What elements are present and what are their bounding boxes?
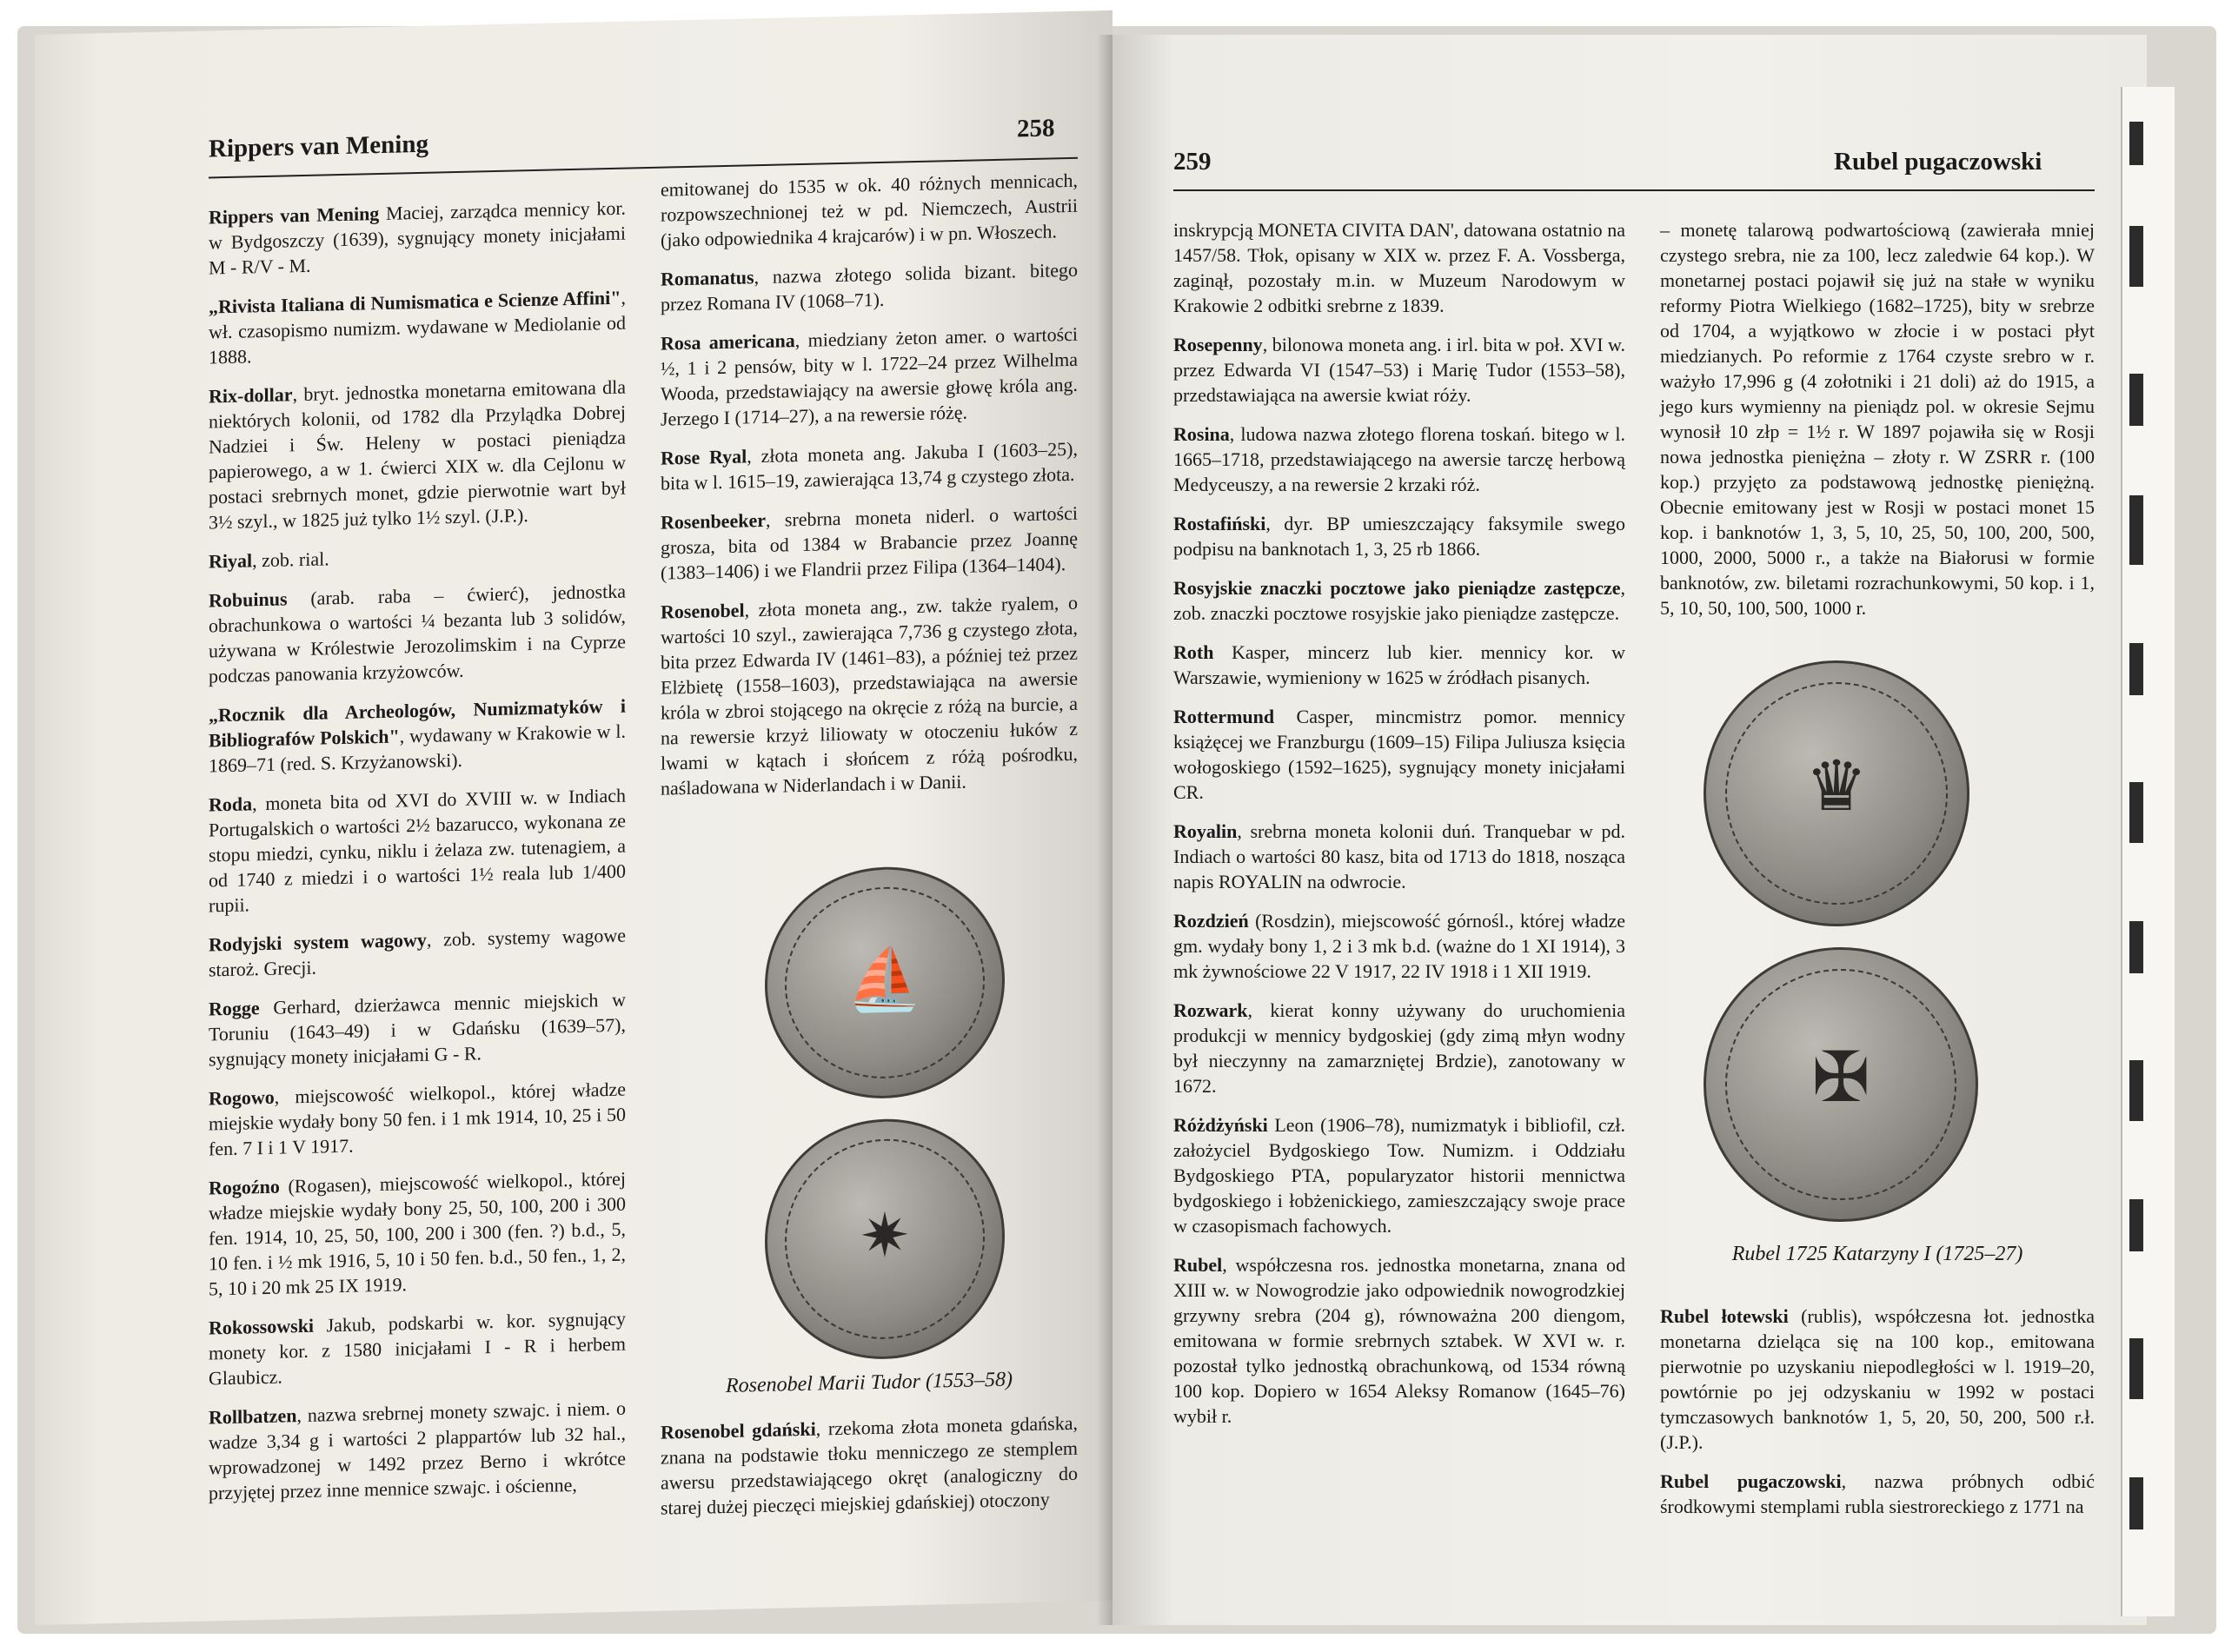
entry-term: Rosyjskie znaczki pocztowe jako pieniądze zastępcze (1173, 577, 1621, 599)
coin-obverse-image: ⛵ (765, 865, 1005, 1101)
entry-text: Leon (1906–78), numizmatyk i bibliofil, czł. założyciel Bydgoskiego Tow. Numizm. i Oddziału Bydgoskiego PTA, popularyzator historii mennictwa bydgoskiego i łobżenickiego, zamieszczający swoje prace w czasopismach fachowych. (1173, 1114, 1625, 1237)
entry-term: Rollbatzen (209, 1404, 297, 1429)
entry-text: , współczesna ros. jednostka monetarna, znana od XIII w. w Nowogrodzie jako odpowiednik nowogrodzkiej grzywny srebra (204 g), równoważna 200 diengom, emitowana w formie srebrnych sztabek. W XVI w. r. pozostał tylko jednostką obrachunkową, od 1534 równą 100 kop. Dopiero w 1654 Aleksy Romanow (1645–76) wybił r. (1173, 1254, 1625, 1427)
entry-term: „Rocznik dla Archeologów, Numizmatyków i Bibliografów Polskich" (209, 694, 626, 752)
entry-term: Royalin (1173, 820, 1238, 842)
figure-caption-left: Rosenobel Marii Tudor (1553–58) (726, 1368, 1013, 1397)
entry-term: Rippers van Mening (209, 202, 380, 229)
dictionary-entry (1173, 217, 1625, 318)
entry-term: Roth (1173, 641, 1214, 663)
entry-text: Maciej, zarządca mennicy kor. w Bydgoszczy (1639), sygnujący monety inicjałami M - R/V - M. (209, 196, 626, 279)
page-number-right: 259 (1173, 148, 1212, 176)
entry-term: Rosenobel (661, 599, 745, 623)
entry-term: Rosa americana (661, 329, 795, 355)
entry-term: Rose Ryal (661, 445, 747, 469)
dictionary-entry (1660, 217, 2095, 620)
ruble-obverse-image: ♛ (1704, 660, 1969, 926)
entry-text: Casper, mincmistrz pomor. mennicy książęcej we Franzburgu (1609–15) Filipa Juliusza księcia wołogoskiego (1592–1625), sygnujący monety inicjałami CR. (1173, 706, 1625, 803)
entry-text: , srebrna moneta kolonii duń. Tranquebar w pd. Indiach o wartości 80 kasz, bita od 1713 do 1818, nosząca napis ROYALIN na odwrocie. (1173, 820, 1625, 892)
entry-term: Rosina (1173, 423, 1230, 445)
dictionary-entry (209, 923, 626, 983)
entry-text: , wydawany w Krakowie w l. 1869–71 (red. S. Krzyżanowski). (209, 720, 626, 777)
entry-text: (Rosdzin), miejscowość górnośl., której władze gm. wydały bony 1, 2 i 3 mk b.d. (ważne do 1 XI 1914), 3 mk żywnościowe 22 V 1917, 22 IV 1918 i 1 XII 1919. (1173, 910, 1625, 982)
entry-text: , złota moneta ang. Jakuba I (1603–25), bita w l. 1615–19, zawierająca 13,74 g czystego złota. (661, 437, 1078, 494)
dictionary-entry (661, 322, 1078, 432)
running-head-left: Rippers van Mening (209, 129, 428, 163)
dictionary-entry (1173, 998, 1625, 1098)
entry-term: Różdżyński (1173, 1114, 1268, 1136)
header-rule-right (1173, 189, 2095, 191)
dictionary-entry (1660, 1469, 2095, 1519)
dictionary-entry (1173, 421, 1625, 497)
entry-term: Rubel (1173, 1254, 1223, 1276)
entry-text: , bryt. jednostka monetarna emitowana dla niektórych kolonii, od 1782 dla Przylądka Dobrej Nadziei i Św. Heleny w postaci pieniądza papierowego, a w 1. ćwierci XIX w. dla Cejlonu w postaci srebrnych monet, gdzie pierwotnie wart był 3½ szyl., w 1825 już tylko 1½ szyl. (J.P.). (209, 375, 626, 534)
entry-term: Rottermund (1173, 706, 1275, 727)
entry-text: (Rogasen), miejscowość wielkopol., której władze miejskie wydały bony 25, 50, 100, 200 i 300 fen. 1914, 10, 25, 50, 100, 200 i 300 (fen. ?) b.d., 5, 10 fen. i ½ mk 1916, 5, 10 i 50 fen. b.d., 50 fen., 1, 2, 5, 10 i 20 mk 25 IX 1919. (209, 1167, 626, 1300)
entry-text: , zob. znaczki pocztowe rosyjskie jako pieniądze zastępcze. (1173, 577, 1625, 624)
left-page (35, 10, 1112, 1625)
dictionary-entry (661, 501, 1078, 586)
entry-text: inskrypcją MONETA CIVITA DAN', datowana ostatnio na 1457/58. Tłok, opisany w XIX w. przez F. A. Vossberga, zaginął, pozostały m.in. w Muzeum Narodowym w Krakowie 2 odbitki srebrne z 1839. (1173, 219, 1625, 316)
entry-term: Rogowo (209, 1085, 275, 1110)
dictionary-entry (209, 987, 626, 1072)
entry-text: , miejscowość wielkopol., której władze miejskie wydały bony 50 fen. i 1 mk 1914, 10, 25 i 50 fen. 7 I i 1 V 1917. (209, 1078, 626, 1160)
entry-term: Rostafiński (1173, 513, 1266, 534)
page-number-left: 258 (1017, 114, 1055, 143)
entry-text: , złota moneta ang., zw. także ryalem, o wartości 10 szyl., zawierająca 7,736 g czystego złota, bita przez Edwarda IV (1461–83), a później też przez Elżbietę (1558–1603), przedstawiająca na awersie króla w zbroi stojącego na okręcie z różą na burcie, a na rewersie krzyż liliowaty w otoczeniu łuków z lwami w kątach i słońcem z różą pośrodku, naśladowana w Niderlandach i w Danii. (661, 591, 1078, 799)
dictionary-entry (209, 540, 626, 574)
dictionary-entry (661, 1410, 1078, 1521)
dictionary-entry (209, 375, 626, 535)
right-column-2 (1660, 217, 2095, 634)
entry-term: Rokossowski (209, 1314, 315, 1339)
thumb-index-edge (2121, 87, 2175, 1616)
dictionary-entry (1173, 704, 1625, 805)
entry-term: Riyal (209, 549, 253, 573)
entry-text: , zob. systemy wagowe staroż. Grecji. (209, 924, 626, 981)
entry-term: Rubel łotewski (1660, 1305, 1789, 1327)
dictionary-entry (1173, 640, 1625, 690)
entry-text: , nazwa próbnych odbić środkowymi stemplami rubla siestroreckiego z 1771 na (1660, 1470, 2095, 1517)
entry-text: – monetę talarową podwartościową (zawierała mniej czystego srebra, nie za 100, lecz zaledwie 64 kop.). W monetarnej postaci pojawił się już na stałe w wyniku reformy Piotra Wielkiego (1682–1725), bity w srebrze od 1704, a wyjątkowo w złocie i w postaci płyt miedzianych. Po reformie z 1764 czyste srebro w r. ważyło 17,996 g (4 zołotniki i 21 doli) aż do 1915, a jego kurs wymienny na pieniądz pol. w okresie Sejmu wynosił 10 złp = 1½ r. W 1897 pojawiła się w Rosji nowa jednostka pieniężna – złoty r. W ZSRR r. (100 kop.) przyjęto za podstawową jednostkę pieniężną. Obecnie emitowany jest w Rosji w postaci monet 15 kop. i banknotów 1, 3, 5, 10, 25, 50, 100, 200, 500, 1000, 2000, 5000 r., a także na Białorusi w formie banknotów, zw. biletami rozrachunkowymi, 50 kop. i 1, 5, 10, 50, 100, 500, 1000 r. (1660, 219, 2095, 619)
dictionary-entry (1173, 575, 1625, 626)
entry-text: , nazwa złotego solida bizant. bitego przez Romana IV (1068–71). (661, 258, 1078, 315)
entry-text: , srebrna moneta niderl. o wartości grosza, bita od 1384 w Brabancie przez Joannę (1383–1406) i we Flandrii przez Filipa (1364–1404). (661, 501, 1078, 584)
dictionary-entry (1660, 1304, 2095, 1455)
dictionary-entry (661, 590, 1078, 801)
dictionary-entry (1173, 1252, 1625, 1429)
dictionary-entry (209, 579, 626, 689)
left-column-1 (209, 196, 626, 1520)
dictionary-entry (209, 1306, 626, 1391)
entry-text: , bilonowa moneta ang. i irl. bita w poł. XVI w. przez Edwarda VI (1547–53) i Marię Tudor (1553–58), przedstawiająca na awersie kwiat róży. (1173, 334, 1625, 406)
entry-term: Rogoźno (209, 1175, 280, 1199)
right-column-2-after (1660, 1304, 2095, 1533)
entry-term: Robuinus (209, 587, 288, 612)
entry-term: Rodyjski system wagowy (209, 928, 427, 956)
dictionary-entry (209, 196, 626, 281)
dictionary-entry (661, 436, 1078, 496)
entry-text: , zob. rial. (252, 547, 329, 572)
dictionary-entry (209, 1077, 626, 1162)
entry-term: Rosepenny (1173, 334, 1263, 355)
dictionary-entry (661, 257, 1078, 317)
entry-term: Rix-dollar (209, 383, 293, 408)
entry-term: Rogge (209, 997, 260, 1020)
dictionary-entry (1173, 332, 1625, 408)
left-column-2-after (661, 1410, 1078, 1535)
entry-term: Rosenobel gdański (661, 1417, 816, 1443)
dictionary-entry (1173, 1112, 1625, 1238)
entry-text: Kasper, mincerz lub kier. mennicy kor. w Warszawie, wymieniony w 1625 w źródłach pisanych. (1173, 641, 1625, 688)
dictionary-entry (209, 783, 626, 919)
entry-text: , kierat konny używany do uruchomienia produkcji w mennicy bydgoskiej (gdy zimą młyn wodny był nieczynny na zamarzniętej Brdzie), zanotowany w 1672. (1173, 999, 1625, 1097)
dictionary-entry (661, 168, 1078, 253)
dictionary-entry (1173, 908, 1625, 984)
figure-caption-right: Rubel 1725 Katarzyny I (1725–27) (1731, 1243, 2023, 1265)
entry-text: , ludowa nazwa złotego florena toskań. bitego w l. 1665–1718, przedstawiającego na awersie tarczę herbową Medyceuszy, a na rewersie 2 krzaki róż. (1173, 423, 1625, 495)
entry-text: , miedziany żeton amer. o wartości ½, 1 i 2 pensów, bity w l. 1722–24 przez Wilhelma Wooda, przedstawiający na awersie głowę króla ang. Jerzego I (1714–27), a na rewersie różę. (661, 322, 1079, 430)
entry-term: Rosenbeeker (661, 508, 766, 534)
entry-term: Romanatus (661, 266, 754, 290)
entry-text: emitowanej do 1535 w ok. 40 różnych mennicach, rozpowszechnionej też w pd. Niemczech, Austrii (jako odpowiednika 4 krajcarów) i w pn. Włoszech. (661, 169, 1078, 251)
dictionary-entry (1173, 511, 1625, 561)
entry-term: Rubel pugaczowski (1660, 1470, 1842, 1492)
entry-text: , nazwa srebrnej monety szwajc. i niem. o wadze 3,34 g i wartości 2 plappartów lub 32 hal., wprowadzonej w 1492 przez Berno i wkrótce przyjętej przez inne mennice szwajc. i ościenne, (209, 1397, 626, 1504)
dictionary-entry (209, 693, 626, 779)
left-column-2 (661, 168, 1078, 815)
dictionary-entry (209, 285, 626, 370)
entry-term: Rozwark (1173, 999, 1248, 1021)
right-column-1 (1173, 217, 1625, 1443)
right-page (1112, 35, 2147, 1625)
ruble-reverse-image: ✠ (1704, 947, 1978, 1222)
entry-term: „Rivista Italiana di Numismatica e Scienze Affini" (209, 286, 621, 318)
entry-text: , dyr. BP umieszczający faksymile swego podpisu na banknotach 1, 3, 25 rb 1866. (1173, 513, 1625, 560)
coin-reverse-image: ✷ (765, 1117, 1005, 1362)
entry-text: (arab. raba – ćwierć), jednostka obrachunkowa o wartości ¼ bezanta lub 3 solidów, używana w Królestwie Jerozolimskim i na Cyprze podczas panowania krzyżowców. (209, 580, 626, 687)
dictionary-entry (1173, 819, 1625, 894)
entry-term: Roda (209, 793, 253, 816)
entry-text: (rublis), współczesna łot. jednostka monetarna dzieląca się na 100 kop., emitowana pierwotnie po uzyskaniu niepodległości w l. 1919–20, powtórnie po jej odzyskaniu w 1992 w postaci tymczasowych banknotów 1, 5, 20, 50, 200, 500 r.ł. (J.P.). (1660, 1305, 2095, 1453)
entry-term: Rozdzień (1173, 910, 1249, 932)
entry-text: Jakub, podskarbi w. kor. sygnujący monety kor. z 1580 inicjałami I - R i herbem Glaubicz. (209, 1307, 626, 1390)
running-head-right: Rubel pugaczowski (1834, 148, 2042, 176)
entry-text: , wł. czasopismo numizm. wydawane w Mediolanie od 1888. (209, 286, 626, 368)
dictionary-entry (209, 1166, 626, 1302)
entry-text: , moneta bita od XVI do XVIII w. w Indiach Portugalskich o wartości 2½ bazarucco, wykonana ze stopu miedzi, cynku, niklu i żelaza zw. tutenagiem, a od 1740 z miedzi i o wartości 1½ reala lub 1/400 rupii. (209, 784, 626, 917)
dictionary-entry (209, 1396, 626, 1506)
entry-text: , rzekoma złota moneta gdańska, znana na podstawie tłoku menniczego ze stemplem awersu przedstawiającego okręt (analogiczny do starej dużej pieczęci miejskiej gdańskiej) otoczony (661, 1411, 1078, 1519)
entry-text: Gerhard, dzierżawca mennic miejskich w Toruniu (1643–49) i w Gdańsku (1639–57), sygnujący monety inicjałami G - R. (209, 988, 626, 1071)
